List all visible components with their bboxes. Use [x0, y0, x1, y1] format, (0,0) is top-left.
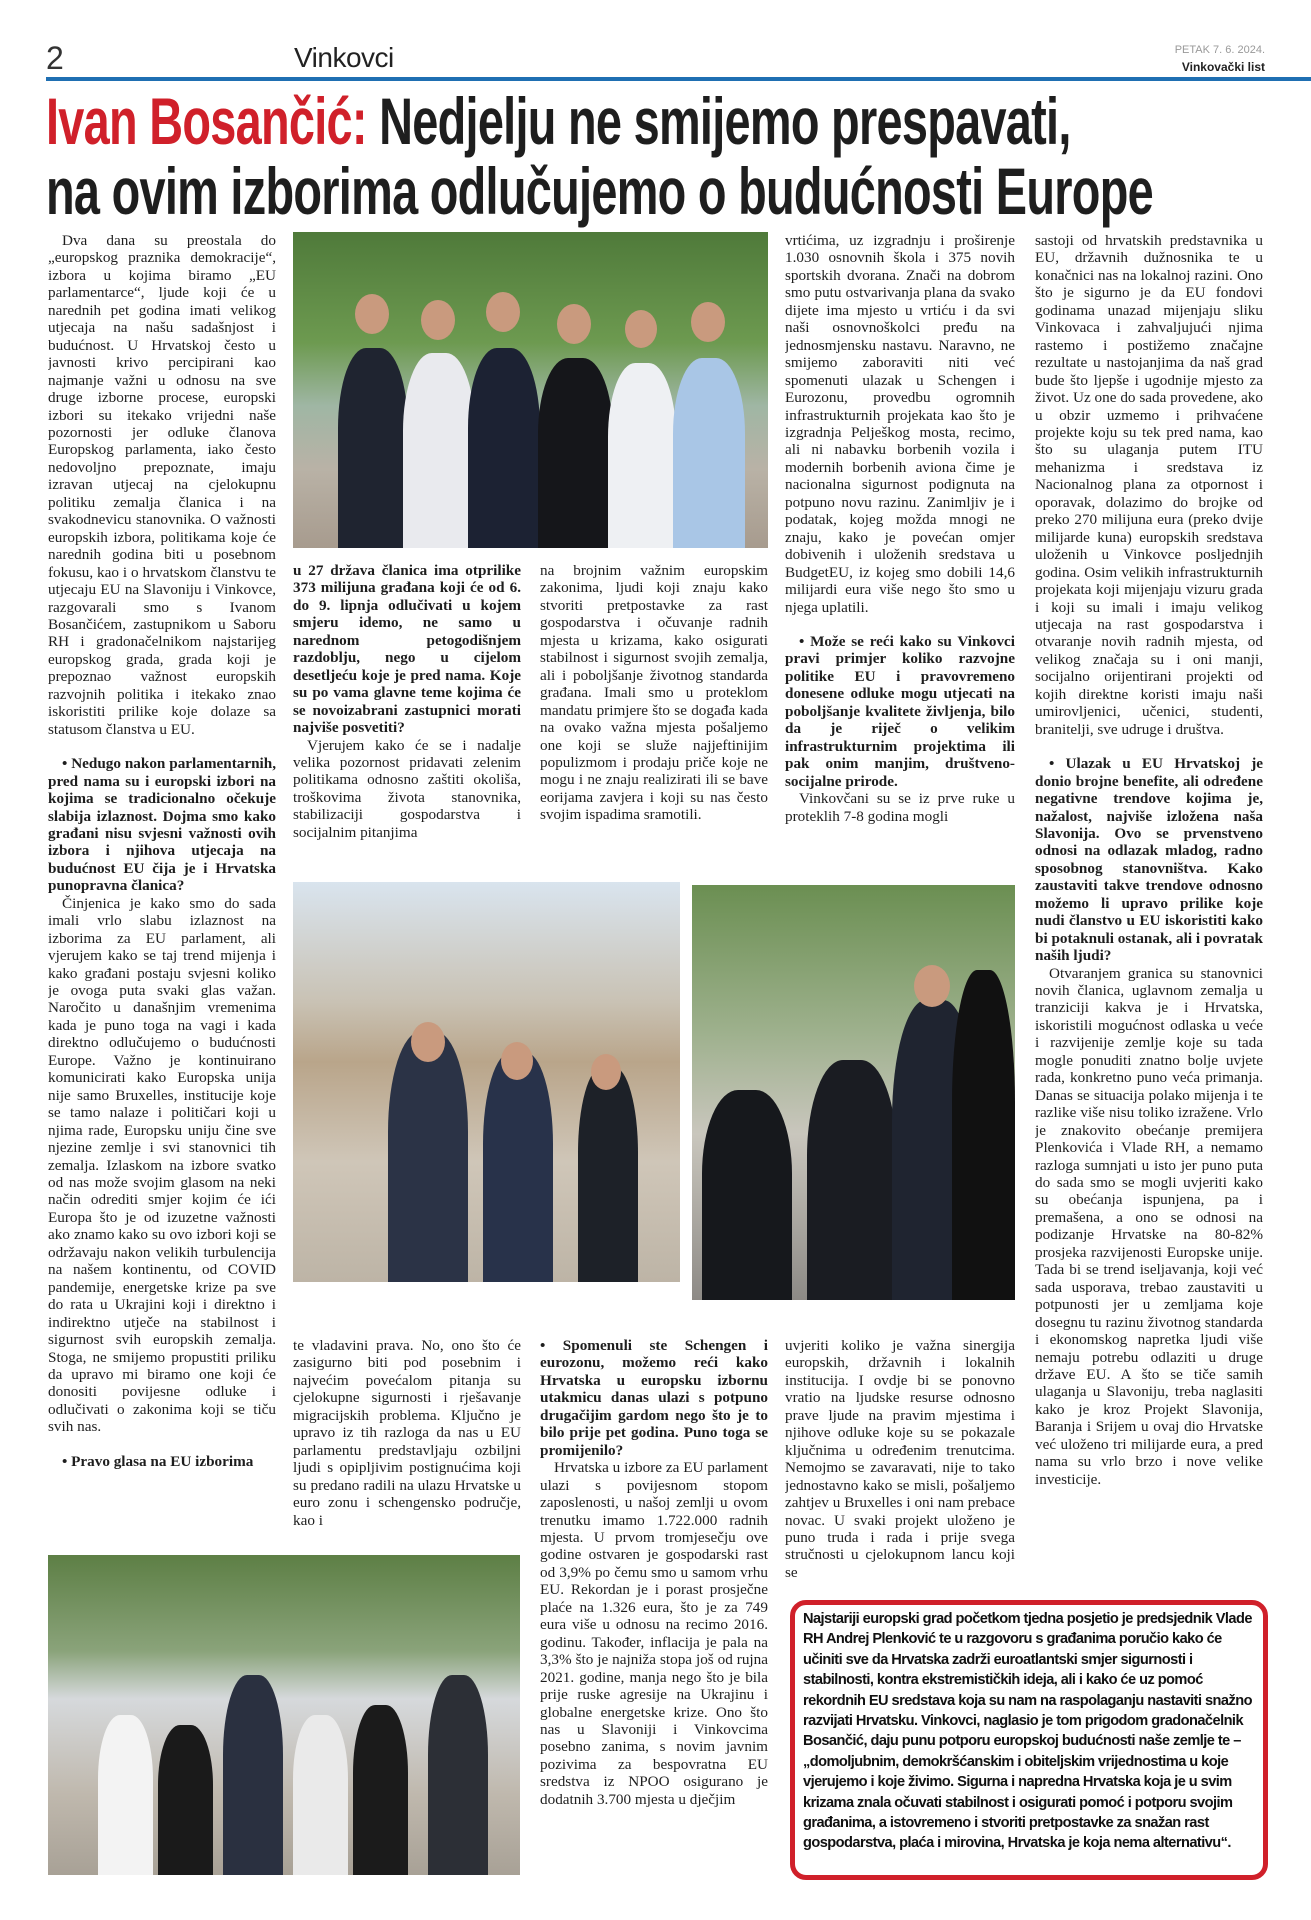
article-column-4b — [785, 1337, 1015, 1589]
headline-line1: Nedjelju ne smijemo prespavati, — [366, 84, 1071, 158]
article-paragraph: Činjenica je kako smo do sada imali vrlo slabu izlaznost na izborima za EU parlament, ali vjerujem kako se taj trend mijenja i kako građani postaju svjesni koliko je ovoga puta svaki glas važan. Naročito u današnjim vremenima kada je puno toga na vagi i kada direktno odlučujemo o budućnosti Europe. Važno je kontinuirano komunicirati kako Europska unija nije samo Bruxelles, institucije koje se tamo nalaze i političari koji u njima rade, Europsku uniju čine sve njezine zemlje i svi stanovnici tih zemalja. Izlaskom na izbore svatko od nas može svojim glasom na neki način odrediti smjer kojim će ići Europa što je od izuzetne važnosti ako znamo kako su ovo izbori koji se održavaju nakon velikih turbulencija na našem kontinentu, od COVID pandemije, energetske krize pa sve do rata u Ukrajini koji i direktno i indirektno utječe na stabilnost i sigurnost svih europskih zemalja. Stoga, ne smijemo propustiti priliku da upravo mi biramo one koji će donositi povijesne odluke i odlučivati o zakonima koji se tiču svih nas. — [48, 894, 276, 1436]
article-paragraph: uvjeriti koliko je važna sinergija europskih, državnih i lokalnih institucija. I ovdje bi se ponovno vratio na ljudske resurse odnosno prave ljude na pravim mjestima i njihove odluke koje su se pokazale ključnima u određenim trenutcima. Nemojmo se zavaravati, nije to tako jednostavno kako se misli, pošaljemo zahtjev u Bruxelles i oni nam prebace novac. U svaki projekt uloženo je puno truda i rada i prije svega stručnosti u cjelokupnom lancu koji se — [785, 1337, 1015, 1581]
article-paragraph: Hrvatska u izbore za EU parlament ulazi s povijesnom stopom zaposlenosti, u našoj zemlji u ovom trenutku imamo 1.722.000 radnih mjesta. U prvom tromjesečju ove godine ostvaren je gospodarski rast od 3,9% po čemu smo u samom vrhu EU. Rekordan je i porast prosječne plaće na 1.326 eura, što je za 749 eura više u odnosu na recimo 2016. godinu. Također, inflacija je pala na 3,3% što je najniža stopa još od rujna 2021. godine, manja nego što je bila prije ruske agresije na Ukrajinu i globalne energetske krize. Ono što nas u Slavoniji i Vinkovcima posebno zanima, s novim javnim pozivima za bespovratna EU sredstva iz NPOO osigurano je dodatnih 3.700 mjesta u dječjim — [540, 1459, 768, 1808]
photo-meeting-youth — [692, 885, 1015, 1300]
article-paragraph: sastoji od hrvatskih predstavnika u EU, državnih dužnosnika te u konačnici nas na lokalnoj razini. Ono što je sigurno je da EU fondovi godinama unazad mijenjaju sliku Vinkovaca i zahvaljujući njima rastemo i postižemo značajne rezultate u nastojanjima da naš grad bude što ljepše i ugodnije mjesto za život. Uz one do sada provedene, ako u obzir uzmemo i prihvaćene projekte koju su tek pred nama, kao što su ulaganja putem ITU mehanizma i sredstava iz Nacionalnog plana za otpornost i oporavak, dolazimo do brojke od preko 270 milijuna eura (preko dvije milijarde kuna) europskih sredstava uloženih u Vinkovce posljednjih godina. Osim velikih infrastrukturnih projekata koji mijenjaju vizuru grada i koji su imali i imaju velikog utjecaja na rast gospodarstva i otvaranje novih radnih mjesta, od velikog značaja su i oni manji, socijalno orijentirani projekti od kojih direktne koristi imaju naši umirovljenici, učenici, studenti, branitelji, sve udruge i društva. — [1035, 232, 1263, 738]
issue-date: PETAK 7. 6. 2024. — [1174, 44, 1265, 56]
publication-name: Vinkovački list — [1181, 60, 1265, 74]
photo-group-with-children — [48, 1555, 520, 1875]
article-column-4a — [785, 232, 1015, 882]
headline-line2: na ovim izborima odlučujemo o budućnosti Europe — [46, 154, 1153, 228]
header-rule — [46, 77, 1311, 81]
article-paragraph: Vinkovčani su se iz prve ruke u proteklih 7-8 godina mogli — [785, 790, 1015, 825]
interview-question: • Spomenuli ste Schengen i eurozonu, možemo reći kako Hrvatska u europsku izbornu utakmicu danas ulazi s potpuno drugačijim gardom nego što je to bilo prije pet godina. Puno toga se promijenilo? — [540, 1337, 768, 1459]
article-column-3b — [540, 1337, 768, 1877]
article-paragraph: Dva dana su preostala do „europskog praznika demokracije“, izbora u kojima biramo „EU parlamentarce“, ljude koji će u narednih pet godina imati velikog utjecaja na našu sadašnjost i budućnost. U Hrvatskoj često u javnosti krivo percipirani kao najmanje važni u odnosu na sve druge izborne procese, europski izbori su itekako vrijedni naše pozornosti jer odluke članova Europskog parlamenta, iako često nedovoljno prepoznate, imaju izravan utjecaj na cjelokupnu politiku zemalja članica i na svakodnevicu stanovnika. O važnosti europskih izbora, politikama koje će narednih godina biti u posebnom fokusu, kao i o hrvatskom članstvu te utjecaju EU na Slavoniju i Vinkovce, razgovarali smo s Ivanom Bosančićem, zastupnikom u Saboru RH i gradonačelnikom najstarijeg europskog grada, grada koji je prepoznao važnost europskih razvojnih politika i itekako znao iskoristiti prilike koje dolaze sa statusom članstva u EU. — [48, 232, 276, 738]
section-title: Vinkovci — [294, 42, 394, 73]
article-column-1 — [48, 232, 276, 1547]
highlight-box: Najstariji europski grad početkom tjedna posjetio je predsjednik Vlade RH Andrej Plenković te u razgovoru s građanima poručio kako će učiniti sve da Hrvatska zadrži euroatlantski smjer sigurnosti i stabilnosti, kontra ekstremističkih ideja, ali i kako će uz pomoć rekordnih EU sredstava koja su nam na raspolaganju nastaviti snažno razvijati Hrvatsku. Vinkovci, naglasio je tom prigodom gradonačelnik Bosančić, daju punu potporu europskoj budućnosti naše zemlje te – „domoljubnim, demokršćanskim i obiteljskim vrijednostima u koje vjerujemo i koje živimo. Sigurna i napredna Hrvatska koja je u svim krizama znala očuvati stabilnost i osigurati pomoć i potporu svojim građanima, a istovremeno i stvoriti pretpostavke za snažan rast gospodarstva, plaća i mirovina, Hrvatska je koja nema alternativu“. — [790, 1600, 1268, 1880]
interview-question: • Ulazak u EU Hrvatskoj je donio brojne benefite, ali određene negativne trendove kojima je, nažalost, najviše izložena naša Slavonija. Ovo se prvenstveno odnosi na odlazak mladog, radno sposobnog stanovništva. Kako zaustaviti takve trendove odnosno možemo li upravo prilike koje nudi članstvo u EU iskoristiti kako bi potaknuli ostanak, ali i povratak naših ljudi? — [1035, 755, 1263, 965]
photo-walking-delegation — [293, 882, 680, 1282]
article-paragraph: Otvaranjem granica su stanovnici novih članica, uglavnom zemalja u tranziciji kakva je i Hrvatska, iskoristili mogućnost odlaska u veće i razvijenije zemlje koje su tada mogle ponuditi znatno bolje uvjete rada, konkretno puno veća primanja. Danas se situacija polako mijenja i te razlike više nisu toliko izražene. Vrlo je znakovito obećanje premijera Plenkovića i Vlade RH, a nemamo razloga sumnjati u isto jer puno puta do sada smo se mogli uvjeriti kako su obećanja ispunjena, pa i premašena, a ono se odnosi na podizanje Hrvatske na 80-82% prosjeka razvijenosti Europske unije. Tada bi se trend iseljavanja, koji već sada usporava, trebao zaustaviti u potpunosti jer u zemljama koje dosegnu tu razinu životnog standarda i ekonomskog napretka ljudi više nemaju potrebu odlaziti u druge države EU. A što se tiče samih ulaganja u Slavoniju, treba naglasiti kako je kroz Projekt Slavonija, Baranja i Srijem u ovaj dio Hrvatske već uloženo tri milijarde eura, a pred nama su vrlo brzo i nove velike investicije. — [1035, 964, 1263, 1488]
article-column-3a — [540, 562, 768, 874]
interview-question: • Nedugo nakon parlamentarnih, pred nama su i europski izbori na kojima se tradicionalno očekuje slabija izlaznost. Dojma smo kako građani nisu svjesni važnosti ovih izbora i njihova utjecaja na budućnost EU čija je i Hrvatska punopravna članica? — [48, 755, 276, 895]
article-paragraph: Vjerujem kako će se i nadalje velika pozornost pridavati zelenim politikama odnosno zaštiti okoliša, troškovima života stanovnika, stabilizaciji gospodarstva i socijalnim pitanjima — [293, 736, 521, 841]
article-column-5 — [1035, 232, 1263, 1594]
article-paragraph: te vladavini prava. No, ono što će zasigurno biti pod posebnim i najvećim povećalom pitanja su cjelokupne sigurnosti i rješavanje migracijskih problema. Ključno je upravo iz tih razloga da nas u EU parlamentu predstavljaju ozbiljni ljudi s opipljivim postignućima koji su predano radili na ulazu Hrvatske u euro zonu i schengensko područje, kao i — [293, 1337, 521, 1529]
headline — [46, 86, 1182, 226]
page-number: 2 — [46, 40, 64, 76]
article-column-2a — [293, 562, 521, 874]
article-paragraph: vrtićima, uz izgradnju i proširenje 1.030 osnovnih škola i 375 novih sportskih dvorana. Znači na dobrom smo putu ostvarivanja plana da svako dijete ima mjesto u vrtiću i da svi naši osnovnoškolci pređu na jednosmjensku nastavu. Naravno, ne smijemo zaboraviti niti već spomenuti ulazak u Schengen i Eurozonu, provedbu ogromnih infrastrukturnih projekata kao što je izgradnja Pelješkog mosta, recimo, ali ni nabavku borbenih vozila i modernih borbenih aviona čime je nacionalna sigurnost podignuta na potpuno novu razinu. Zanimljiv je i podatak, kojeg možda mnogi ne znaju, kako je povećan omjer dobivenih i uloženih sredstava u BudgetEU, iz kojeg smo dobili 14,6 milijardi eura više nego što smo u njega uplatili. — [785, 232, 1015, 616]
photo-group-of-men — [293, 232, 768, 548]
article-paragraph: na brojnim važnim europskim zakonima, ljudi koji znaju kako stvoriti pretpostavke za rast gospodarstva i očuvanje radnih mjesta u krizama, kako osigurati stabilnost i sigurnost svojih zemalja, ali i poboljšanje životnog standarda građana. Imali smo u proteklom mandatu primjere što se događa kada na ovako važna mjesta pošaljemo one koji se služe najjeftinijim populizmom i prodaju priče koje ne mogu i ne znaju realizirati ili se bave eorijama zavjera i koji su nas često svojim ispadima sramotili. — [540, 562, 768, 824]
interview-question: • Može se reći kako su Vinkovci pravi primjer koliko razvojne politike EU i pravovremeno donesene odluke mogu utjecati na poboljšanje kvalitete življenja, bilo da je riječ o velikim infrastrukturnim projektima ili pak onim manjim, društveno-socijalne prirode. — [785, 632, 1015, 790]
interview-question: u 27 država članica ima otprilike 373 milijuna građana koji će od 6. do 9. lipnja odlučivati u kojem smjeru idemo, ne samo u narednom petogodišnjem razdoblju, nego u cijelom desetljeću koje je pred nama. Koje su po vama glavne teme kojima će se novoizabrani zastupnici morati najviše posvetiti? — [293, 562, 521, 737]
headline-name: Ivan Bosančić: — [46, 84, 367, 158]
article-column-2b — [293, 1337, 521, 1537]
interview-question: • Pravo glasa na EU izborima — [62, 1452, 254, 1470]
